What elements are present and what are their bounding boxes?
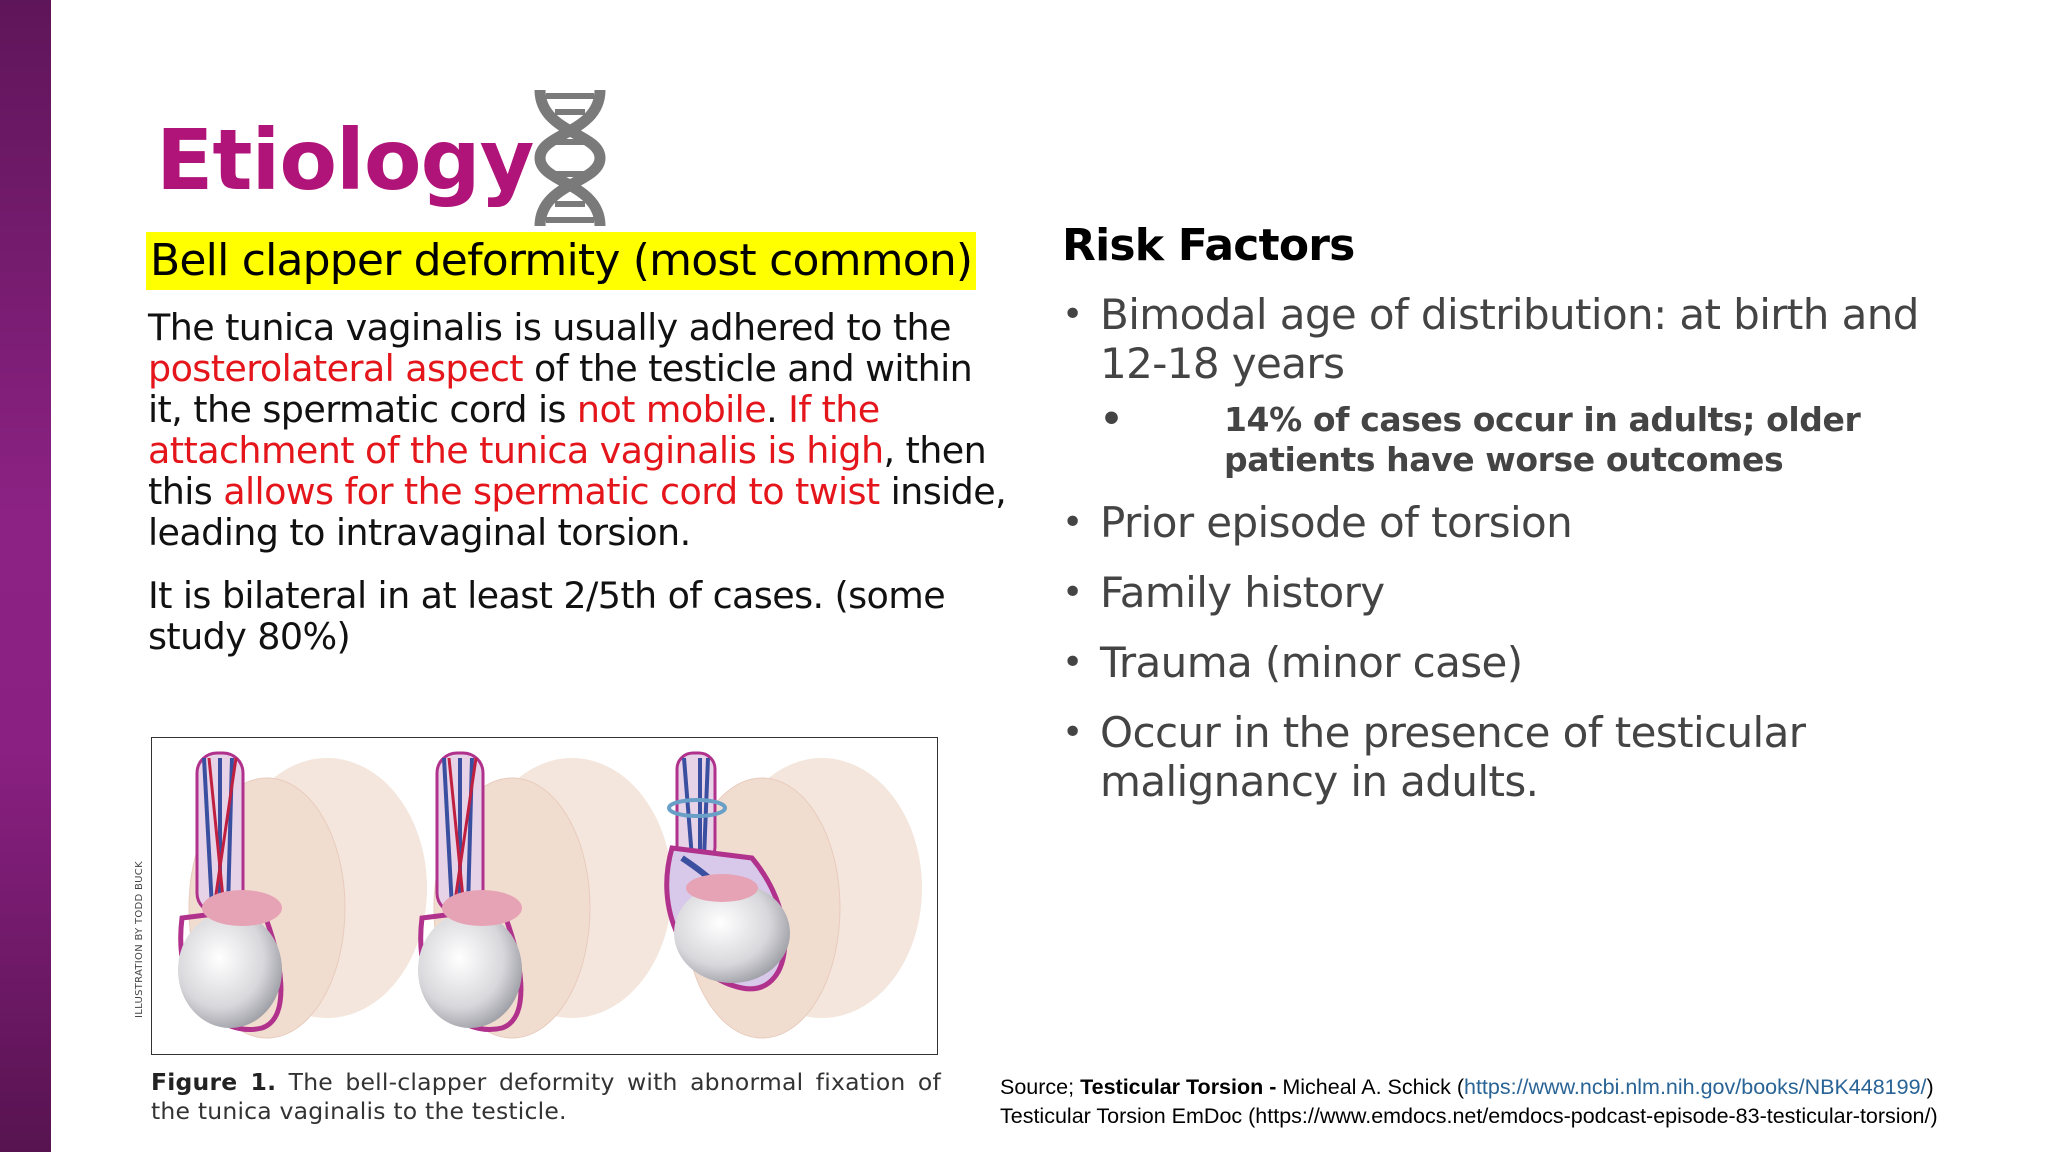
risk-factors-heading: Risk Factors (1062, 220, 1355, 271)
risk-factors-list (1062, 290, 1962, 806)
source-line-1: Source; Testicular Torsion - Micheal A. Schick (https://www.ncbi.nlm.nih.gov/books/NBK448199/) (1000, 1075, 1934, 1099)
list-item: • Bimodal age of distribution: at birth and 12-18 years • 14% of cases occur in adults; older patients have worse outcomes (1062, 290, 1962, 480)
source-citation (1000, 1073, 1938, 1131)
bullet-icon: • (1062, 712, 1083, 753)
ncbi-link[interactable]: https://www.ncbi.nlm.nih.gov/books/NBK448199/ (1464, 1075, 1927, 1099)
figure-caption: Figure 1. The bell-clapper deformity with abnormal fixation of the tunica vaginalis to the testicle. (151, 1068, 941, 1125)
bullet-icon: • (1062, 502, 1083, 543)
list-item: • Prior episode of torsion (1062, 498, 1573, 547)
list-item: • Occur in the presence of testicular malignancy in adults. (1062, 708, 1806, 806)
list-item: • Family history (1062, 568, 1385, 617)
bilateral-paragraph: It is bilateral in at least 2/5th of cases. (some study 80%) (148, 574, 946, 658)
illustration-credit: ILLUSTRATION BY TODD BUCK (134, 861, 145, 1018)
bell-clapper-illustration (151, 737, 938, 1055)
etiology-paragraph: The tunica vaginalis is usually adhered to the posterolateral aspect of the testicle and within it, the spermatic cord is not mobile. If the attachment of the tunica vaginalis is high, then this allows for the spermatic cord to twist inside, leading to intravaginal torsion. (148, 306, 1007, 554)
accent-side-bar (0, 0, 51, 1152)
slide-title: Etiology (156, 111, 534, 209)
bullet-icon: • (1062, 642, 1083, 683)
sub-list-item: • 14% of cases occur in adults; older patients have worse outcomes (1100, 399, 1861, 479)
bullet-icon: • (1062, 572, 1083, 613)
bullet-icon: • (1100, 399, 1123, 440)
dna-icon (530, 88, 610, 228)
source-line-2: Testicular Torsion EmDoc (https://www.emdocs.net/emdocs-podcast-episode-83-testicular-torsion/) (1000, 1104, 1938, 1128)
bullet-icon: • (1062, 294, 1083, 335)
bell-clapper-heading: Bell clapper deformity (most common) (146, 232, 976, 290)
list-item: • Trauma (minor case) (1062, 638, 1523, 687)
